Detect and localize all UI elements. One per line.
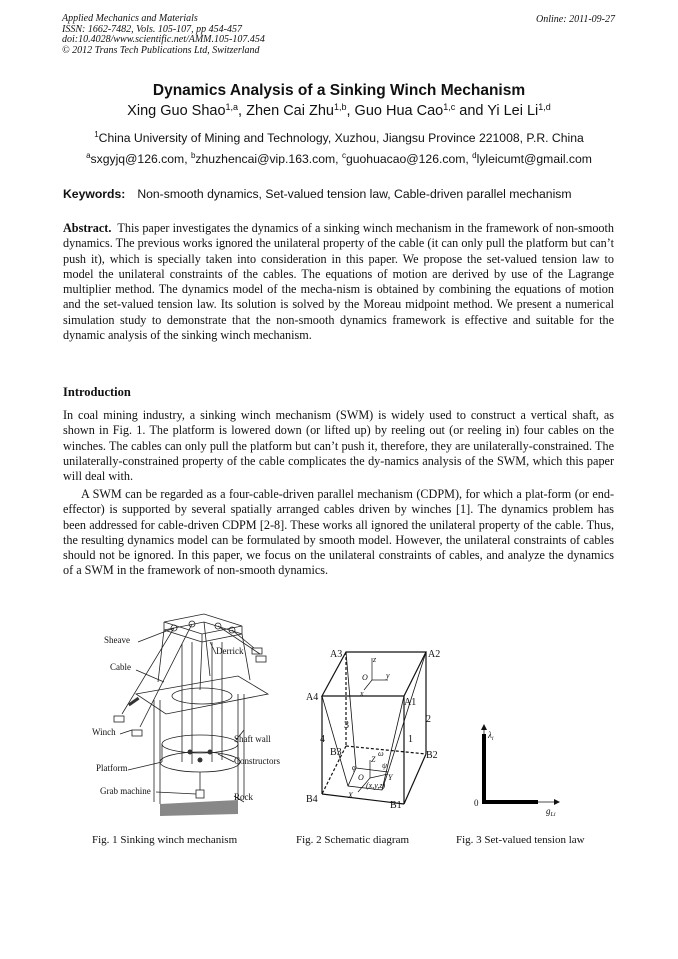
svg-text:gLi: [546, 806, 556, 818]
author-4: Yi Lei Li: [487, 103, 539, 119]
axis-z: z: [373, 655, 377, 664]
rock-area: [160, 800, 238, 816]
origin-o2: O: [358, 773, 364, 782]
cable-label-3: 3: [344, 720, 349, 731]
email-link[interactable]: zhuzhencai@vip.163.com: [195, 152, 336, 166]
journal-header: [62, 14, 265, 56]
intro-paragraph-2: A SWM can be regarded as a four-cable-driven parallel mechanism (CDPM), for which a plat-form (or end-effector) is supported by several spatially arranged cables driven by winches [1]. The dynamics problem has been addressed for cable-driven CDPM [2-8]. These works all ignored the unilateral property of the cable. Thus, the resulting dynamics model can be formulated by smooth model. However, the unilateral constraints of cables should not be ignored. In this paper, we focus on the unilateral constraints of cables, and analyze the dynamics of a SWM in the framework of non-smooth dynamics.: [63, 487, 614, 578]
keywords-label: Keywords:: [63, 187, 126, 201]
label-lambda: λ: [488, 730, 492, 740]
affiliation: [0, 131, 678, 145]
svg-text:λi: [487, 730, 494, 742]
author-1: Xing Guo Shao: [127, 103, 226, 119]
author-2-sup: 1,b: [333, 102, 347, 112]
figure-2-caption: Fig. 2 Schematic diagram: [296, 834, 410, 846]
label-winch: Winch: [92, 727, 116, 737]
label-sheave: Sheave: [104, 635, 130, 645]
label-a4: A4: [306, 692, 319, 703]
author-3-sup: 1,c: [443, 102, 456, 112]
email-link[interactable]: guohuacao@126.com: [345, 152, 466, 166]
abstract-label: Abstract.: [63, 221, 112, 235]
label-origin: 0: [474, 798, 479, 808]
abstract: [63, 221, 614, 343]
cable-label-4: 4: [320, 734, 325, 745]
section-heading-introduction: Introduction: [63, 385, 131, 399]
axis-y: y: [386, 671, 390, 680]
angle-phi: φ: [352, 763, 357, 772]
author-2: Zhen Cai Zhu: [246, 103, 334, 119]
cable-label-1: 1: [408, 734, 413, 745]
label-grab-machine: Grab machine: [100, 786, 151, 796]
label-rock: Rock: [234, 792, 253, 802]
figure-2-schematic: [300, 640, 450, 820]
label-b4: B4: [306, 794, 318, 805]
label-derrick: Derrick: [216, 646, 244, 656]
figure-1-caption: Fig. 1 Sinking winch mechanism: [92, 834, 238, 846]
angle-psi: ψ: [382, 761, 387, 770]
affiliation-text: China University of Mining and Technology, Xuzhou, Jiangsu Province 221008, P.R. China: [98, 131, 584, 145]
coords: (x,y,z): [366, 781, 386, 790]
axis-x: x: [360, 689, 364, 698]
label-b3: B3: [330, 747, 342, 758]
email-link[interactable]: sxgyjq@126.com: [90, 152, 185, 166]
label-b1: B1: [390, 800, 402, 811]
origin-o: O: [362, 673, 368, 682]
abstract-text: This paper investigates the dynamics of a sinking winch mechanism in the framework of non-smooth dynamics. The previous works ignored the unilateral property of the cable (it can only pull the platform but can’t push it), which is specially taken into consideration in this paper. We propose the set-valued tension law to model the unilateral constraints of the cables. The equations of motion are derived by use of the Lagrange multiplier method. The dynamics model of the mecha-nism is obtained by combining the equations of motion and the set-valued tension law. Its solution is solved by the Moreau midpoint method. We present a numerical simulation study to demonstrate that the non-smooth dynamics framework is effective and suitable for the dynamic analysis of the sinking winch mechanism.: [63, 221, 614, 343]
axis-x2: X: [348, 791, 353, 800]
email-link[interactable]: lyleicumt@gmail.com: [476, 152, 592, 166]
keywords: [63, 187, 572, 201]
label-cable: Cable: [110, 662, 131, 672]
author-1-sup: 1,a: [225, 102, 239, 112]
figure-1-sinking-winch: [92, 612, 292, 830]
label-a2: A2: [428, 649, 441, 660]
keywords-text: Non-smooth dynamics, Set-valued tension law, Cable-driven parallel mechanism: [137, 187, 572, 201]
online-date: Online: 2011-09-27: [536, 14, 615, 25]
paper-title: Dynamics Analysis of a Sinking Winch Mechanism: [152, 82, 526, 99]
authors: Xing Guo Shao$^{1,a}$, Zhen Cai Zhu$^{1,b}$, Guo Hua Cao$^{1,c}$ and Yi Lei Li$^{1,d}$: [127, 102, 551, 119]
affiliation-sup: 1: [94, 130, 99, 139]
label-shaft-wall: Shaft wall: [234, 734, 271, 744]
axis-z2: Z: [371, 755, 376, 764]
label-platform: Platform: [96, 763, 128, 773]
doi: doi:10.4028/www.scientific.net/AMM.105-107.454: [62, 34, 265, 46]
emails: $^a$sxgyjq@126.com, $^b$zhuzhencai@vip.163.com, $^c$guohuacao@126.com, $^d$lyleicumt@gmail.com: [86, 151, 592, 166]
author-4-sup: 1,d: [538, 102, 551, 112]
label-a1: A1: [404, 697, 417, 708]
label-g: g: [546, 806, 551, 816]
figure-3-caption: Fig. 3 Set-valued tension law: [456, 834, 585, 846]
journal-name: Applied Mechanics and Materials: [62, 13, 198, 24]
label-constructors: Constructors: [234, 756, 280, 766]
angle-omega: ω: [378, 749, 384, 758]
copyright: © 2012 Trans Tech Publications Ltd, Switzerland: [62, 44, 260, 56]
label-a3: A3: [330, 649, 343, 660]
cable-label-2: 2: [426, 714, 431, 725]
label-lambda-sub: i: [491, 736, 494, 742]
figure-3-tension-law: [468, 722, 568, 818]
label-b2: B2: [426, 750, 438, 761]
intro-paragraph-1: In coal mining industry, a sinking winch mechanism (SWM) is widely used to construct a vertical shaft, as shown in Fig. 1. The platform is lowered down (or lifted up) by reeling out (or reeling in) four cables on the winches. The cables can only pull the platform but can’t push it, therefore, they are unilaterally-constrained. The unilaterally-constrained property of the cable complicates the dy-namics analysis of the SWM, which this paper will deal with.: [63, 408, 614, 484]
axis-y2: Y: [388, 773, 393, 782]
author-3: Guo Hua Cao: [354, 103, 444, 119]
issn: ISSN: 1662-7482, Vols. 105-107, pp 454-457: [62, 23, 242, 35]
label-g-sub: Li: [550, 812, 556, 818]
